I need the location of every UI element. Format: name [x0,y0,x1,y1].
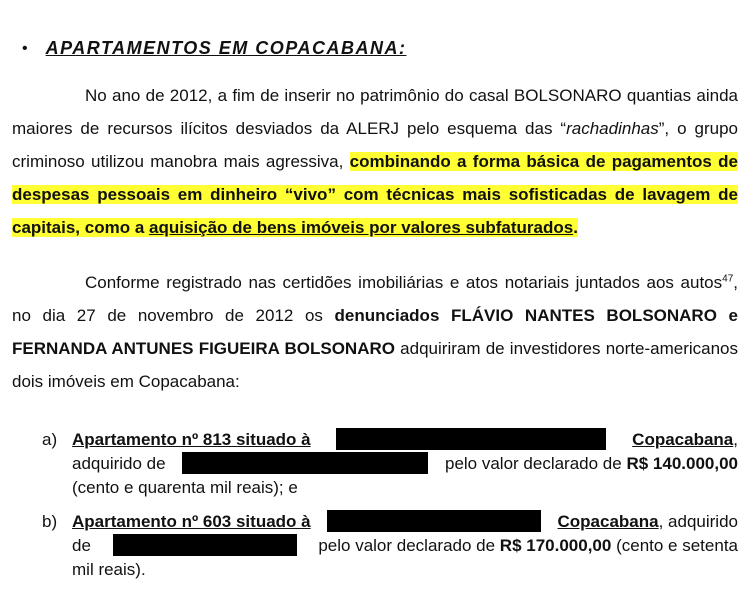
highlight-end: . [573,218,578,237]
item-a-comma: , [733,430,738,449]
section-title: APARTAMENTOS EM COPACABANA: [45,38,407,58]
paragraph-1 [12,79,738,244]
item-b-acquired: de [72,536,91,555]
item-b-value: R$ 170.000,00 [499,536,612,555]
item-b-after-location: , adquirido [658,512,738,531]
para1-text: No ano de 2012, a fim de inserir no patrimônio do casal BOLSONARO quantias ainda maiores de recursos ilícitos desviados da ALERJ pelo esquema das “ [12,86,738,138]
item-a-value-text: pelo valor declarado de [444,454,622,473]
list-item-b [42,510,738,582]
redaction-box [336,428,606,450]
para2-text-3: adquiriram de investidores norte-americanos dois imóveis em Copacabana: [12,339,738,391]
para2-bold: denunciados FLÁVIO NANTES BOLSONARO e FERNANDA ANTUNES FIGUEIRA BOLSONARO [12,306,738,358]
footnote-ref: 47 [722,273,734,285]
item-b-tail-inline: (cento e setenta [616,536,738,555]
para2-text: Conforme registrado nas certidões imobiliárias e atos notariais juntados aos autos [85,273,723,292]
item-b-value-text: pelo valor declarado de [318,536,496,555]
list-item-a [42,428,738,500]
para1-text-2: ”, o grupo criminoso utilizou manobra mais agressiva, [12,119,738,171]
item-a-value: R$ 140.000,00 [626,454,738,473]
highlight-text-1: combinando a forma básica de pagamentos de despesas pessoais em dinheiro “vivo” com técnicas mais sofisticadas de lavagem de capitais, como a [12,152,738,237]
item-b-tail: mil reais). [72,560,146,579]
redaction-box [327,510,541,532]
paragraph-2 [12,266,738,398]
item-b-line-2 [72,534,738,558]
item-a-location: Copacabana [632,430,734,449]
para2-text-2: , no dia 27 de novembro de 2012 os [12,273,738,325]
para1-italic: rachadinhas [566,119,659,138]
item-marker: a) [42,430,58,449]
item-marker: b) [42,512,58,531]
redaction-box [182,452,428,474]
item-b-location: Copacabana [557,512,659,531]
item-a-line-2 [72,452,738,476]
item-a-acquired: adquirido de [72,454,166,473]
item-a-line-1 [72,428,738,452]
item-b-title: Apartamento nº 603 situado à [72,512,311,531]
bullet-icon: • [22,39,28,57]
item-a-tail: (cento e quarenta mil reais); e [72,478,298,497]
highlight-underlined-text: aquisição de bens imóveis por valores subfaturados [149,218,574,237]
item-b-line-1 [72,510,738,534]
redaction-box [113,534,297,556]
section-heading [22,38,406,59]
item-a-title: Apartamento nº 813 situado à [72,430,311,449]
